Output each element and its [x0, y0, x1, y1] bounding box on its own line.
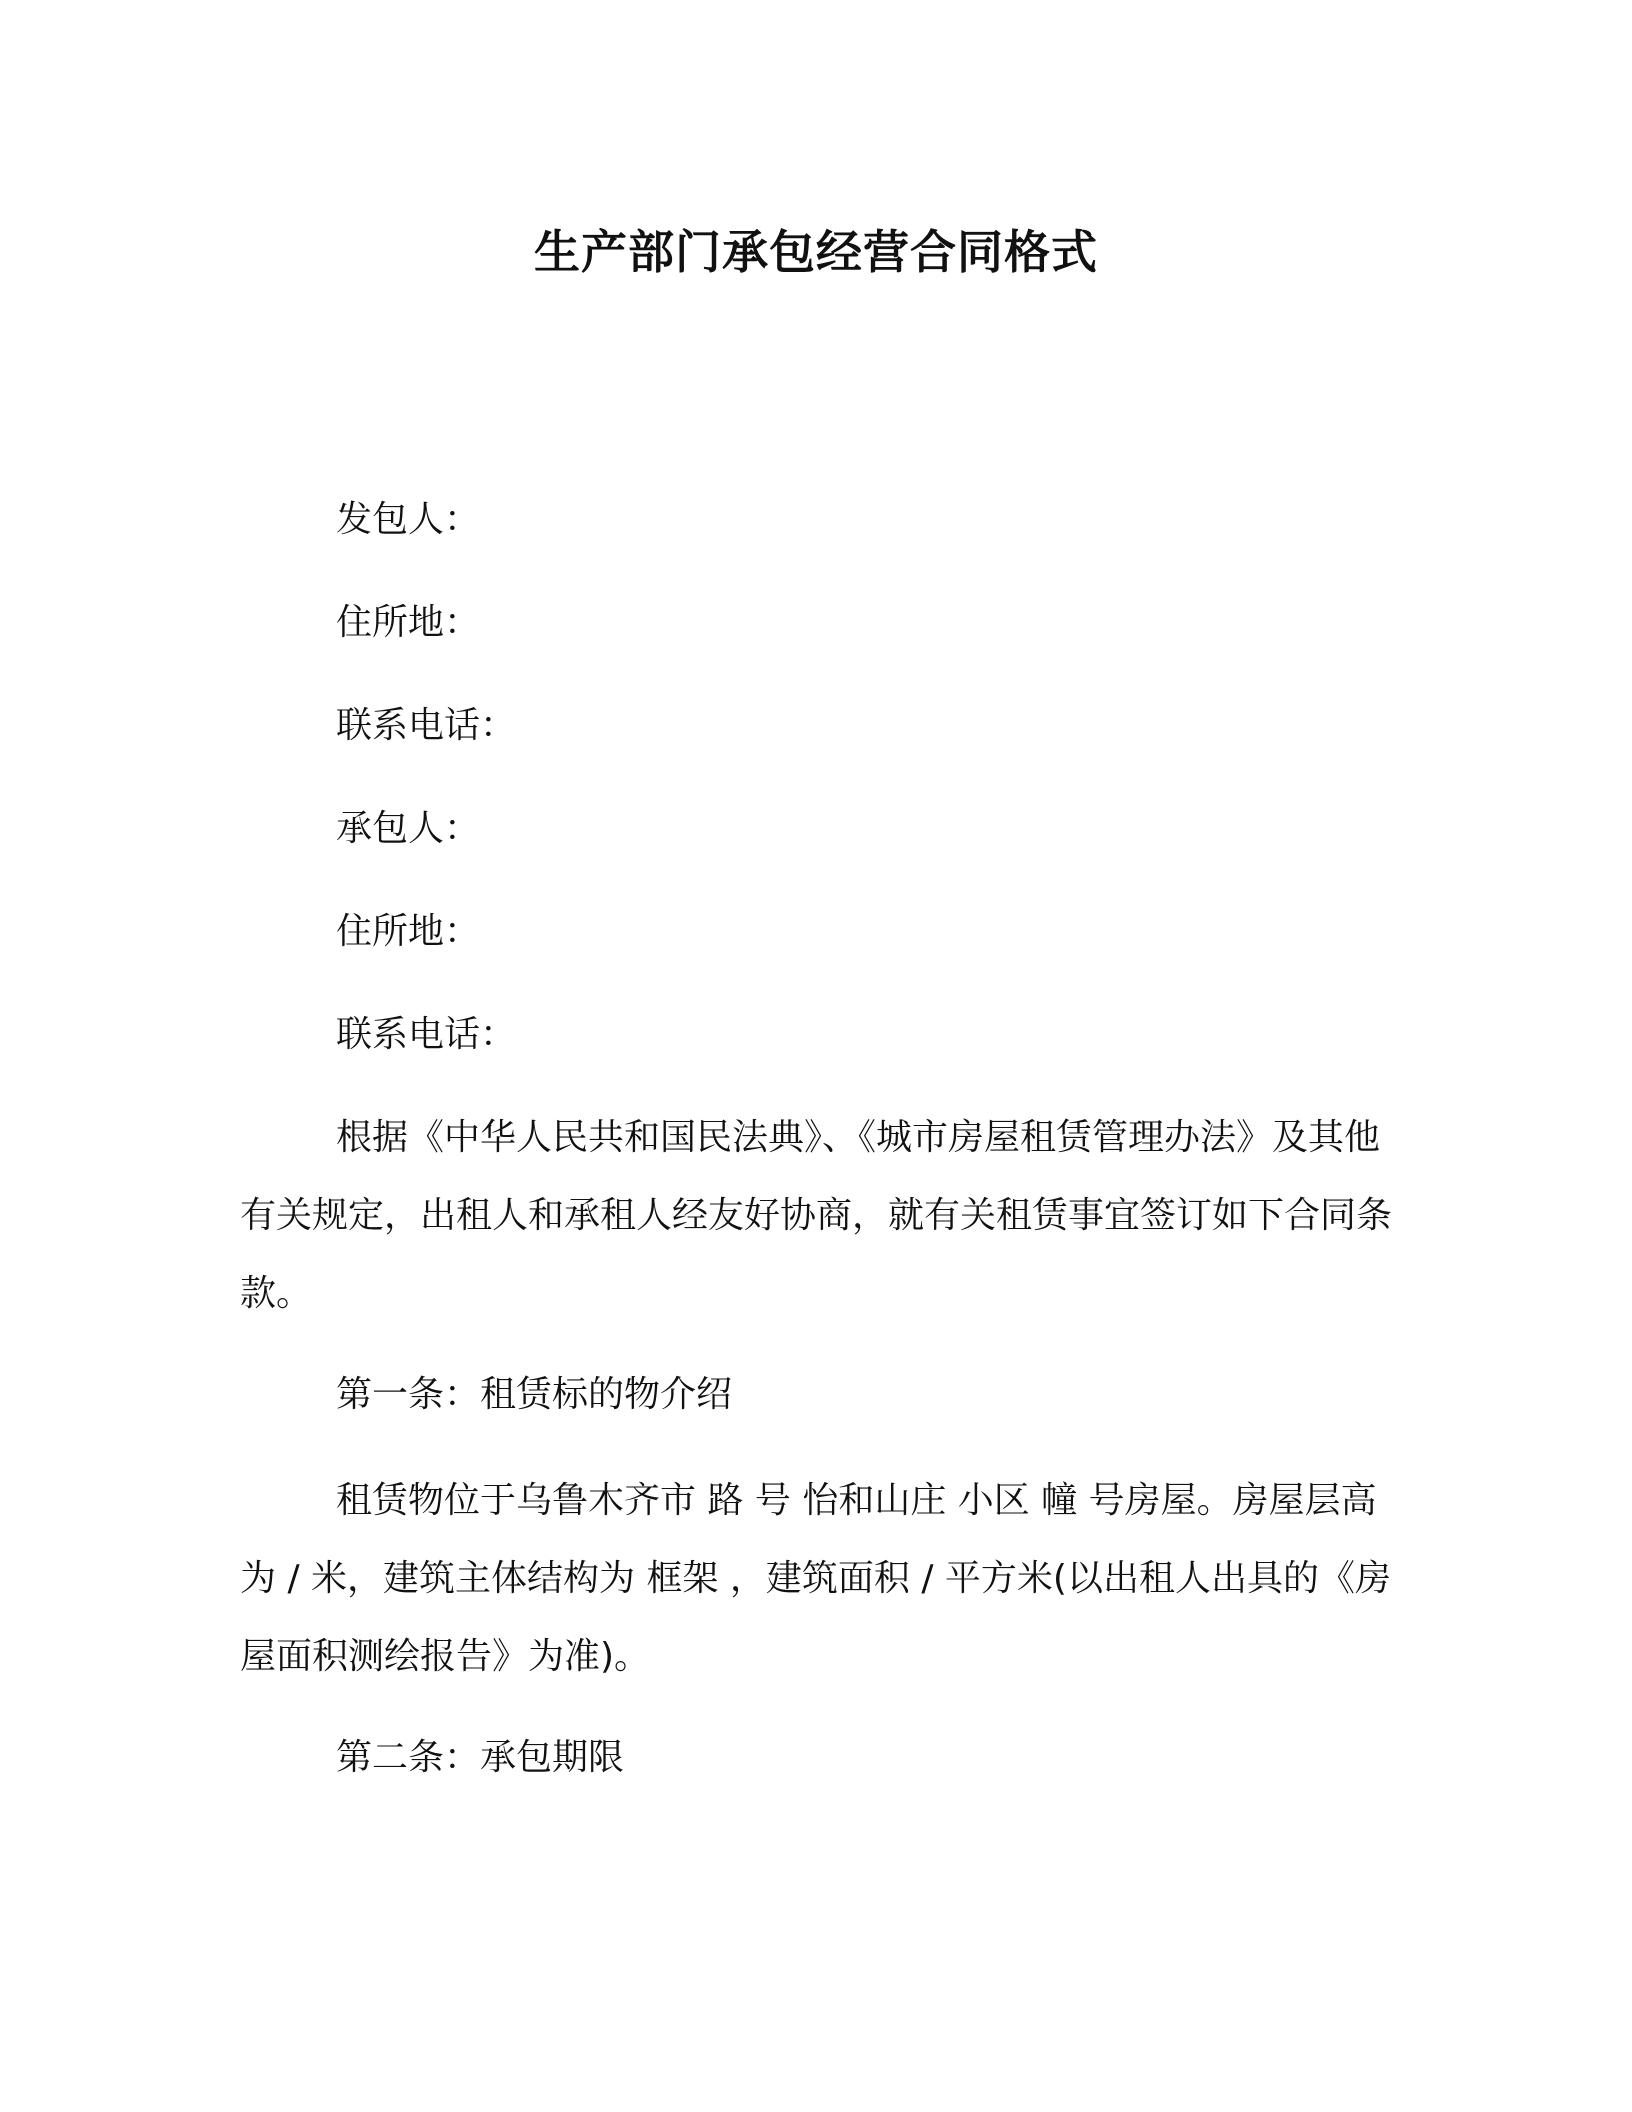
field-contractor-issuer: 发包人：	[336, 499, 481, 540]
field-issuer-address: 住所地：	[336, 602, 481, 643]
article2-heading: 第二条：承包期限	[336, 1737, 625, 1778]
article1-body: 租赁物位于乌鲁木齐市 路 号 怡和山庄 小区 幢 号房屋。房屋层高为 / 米，建筑主体结构为 框架 ，建筑面积 / 平方米(以出租人出具的《房屋面积测绘报告》为准)。	[240, 1480, 1391, 1677]
field-contractor-address: 住所地：	[336, 911, 481, 952]
field-issuer-phone: 联系电话：	[336, 705, 517, 746]
field-contractor: 承包人：	[336, 808, 481, 849]
field-contractor-phone: 联系电话：	[336, 1014, 517, 1055]
document-title: 生产部门承包经营合同格式	[534, 225, 1098, 279]
article1-heading: 第一条：租赁标的物介绍	[336, 1374, 733, 1415]
intro-paragraph: 根据《中华人民共和国民法典》、《城市房屋租赁管理办法》及其他有关规定，出租人和承租人经友好协商，就有关租赁事宜签订如下合同条款。	[240, 1117, 1393, 1314]
